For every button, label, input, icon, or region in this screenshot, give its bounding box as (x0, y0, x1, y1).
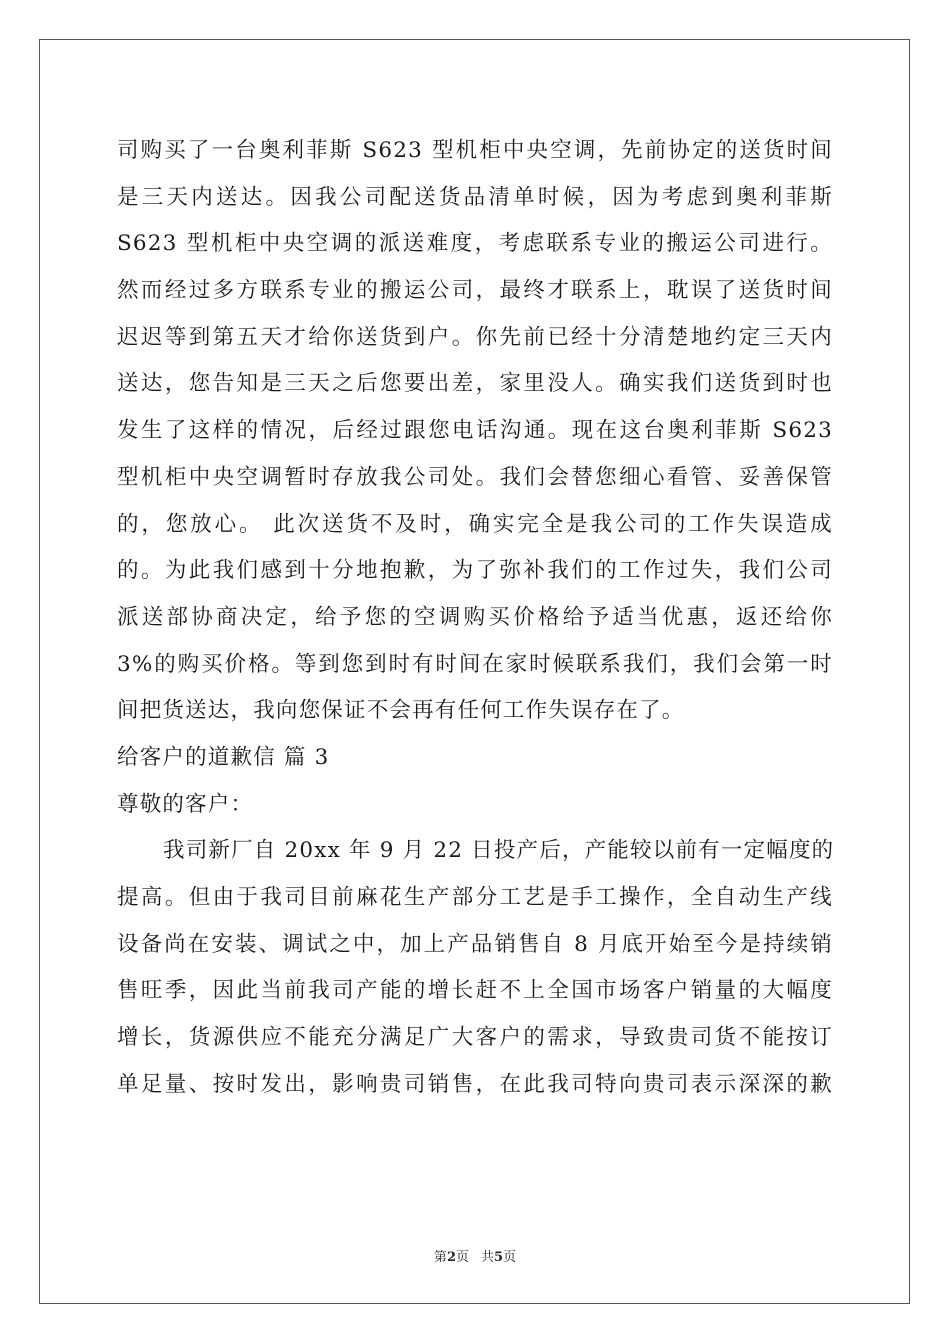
current-page-number: 2 (446, 1250, 456, 1265)
body-line: 的，您放心。 此次送货不及时，确实完全是我公司的工作失误造成 (117, 511, 833, 537)
body-line: 的。为此我们感到十分地抱歉，为了弥补我们的工作过失，我们公司 (117, 558, 833, 584)
section-line: 售旺季，因此当前我司产能的增长赶不上全国市场客户销量的大幅度 (117, 978, 833, 1004)
page-suffix: 页 (455, 1250, 469, 1265)
section-line: 增长，货源供应不能充分满足广大客户的需求，导致贵司货不能按订 (117, 1025, 833, 1051)
salutation: 尊敬的客户： (117, 791, 254, 817)
body-line: 型机柜中央空调暂时存放我公司处。我们会替您细心看管、妥善保管 (117, 464, 833, 490)
body-line: S623 型机柜中央空调的派送难度，考虑联系专业的搬运公司进行。 (117, 231, 833, 257)
page-footer (0, 1246, 950, 1265)
total-pages-number: 5 (494, 1250, 504, 1265)
section-heading: 给客户的道歉信 篇 3 (117, 744, 330, 770)
total-suffix: 页 (503, 1250, 517, 1265)
body-line: 然而经过多方联系专业的搬运公司，最终才联系上，耽误了送货时间 (117, 278, 833, 304)
body-line-last: 间把货送达，我向您保证不会再有任何工作失误存在了。 (117, 698, 685, 724)
body-line: 是三天内送达。因我公司配送货品清单时候，因为考虑到奥利菲斯 (117, 184, 833, 210)
section-line: 提高。但由于我司目前麻花生产部分工艺是手工操作，全自动生产线 (117, 885, 833, 910)
document-body (117, 128, 833, 1108)
section-line: 设备尚在安装、调试之中，加上产品销售自 8 月底开始至今是持续销 (117, 931, 833, 957)
body-line: 发生了这样的情况，后经过跟您电话沟通。现在这台奥利菲斯 S623 (117, 418, 833, 444)
section-line: 单足量、按时发出，影响贵司销售，在此我司特向贵司表示深深的歉 (117, 1071, 833, 1097)
body-line: 送达，您告知是三天之后您要出差，家里没人。确实我们送货到时也 (117, 371, 833, 397)
page-prefix: 第 (433, 1250, 447, 1265)
total-prefix: 共 (481, 1250, 495, 1265)
section-line: 我司新厂自 20xx 年 9 月 22 日投产后，产能较以前有一定幅度的 (163, 838, 835, 864)
body-line: 3%的购买价格。等到您到时有时间在家时候联系我们，我们会第一时 (117, 651, 833, 677)
body-line: 迟迟等到第五天才给你送货到户。你先前已经十分清楚地约定三天内 (117, 324, 833, 350)
body-line: 派送部协商决定，给予您的空调购买价格给予适当优惠，返还给你 (117, 604, 833, 630)
body-line: 司购买了一台奥利菲斯 S623 型机柜中央空调，先前协定的送货时间 (117, 138, 833, 163)
